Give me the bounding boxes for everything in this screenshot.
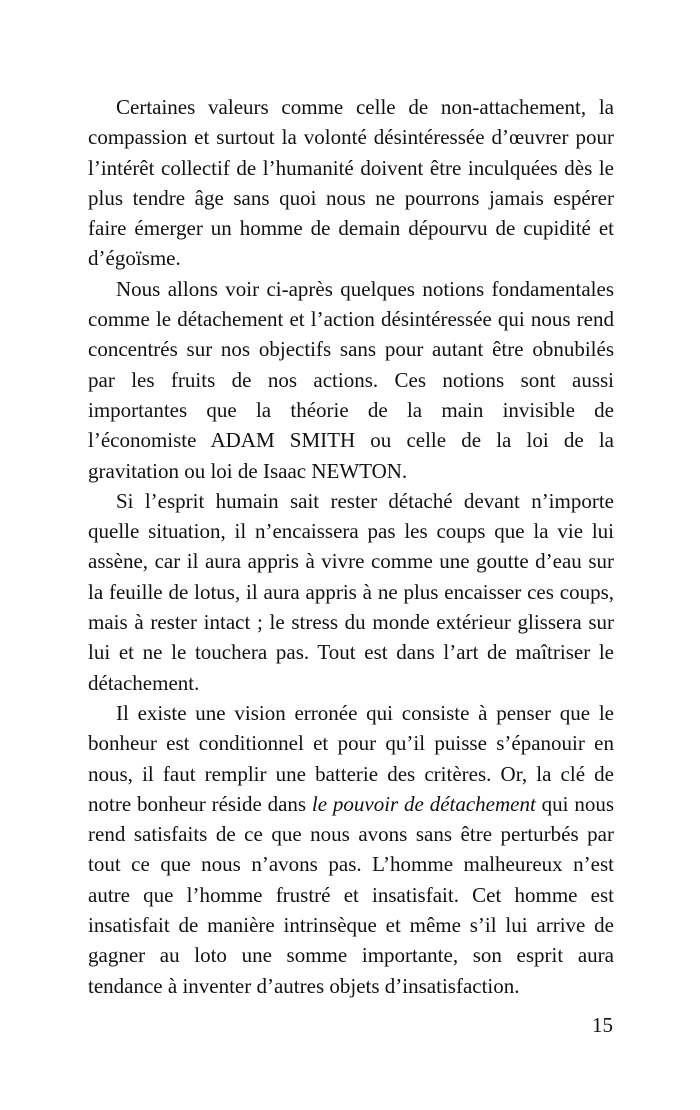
paragraph-4-text-end: qui nous rend satisfaits de ce que nous avons sans être perturbés par tout ce que nous n’avons pas. L’homme malheureux n’est autre que l’homme frustré et insatisfait. Cet homme est insatisfait de manière intrinsèque et même s’il lui arrive de gagner au loto une somme importante, son esprit aura tendance à inventer d’autres objets d’insatisfaction. (88, 791, 614, 998)
paragraph-4 (88, 698, 614, 1001)
page-number: 15 (592, 1013, 613, 1037)
paragraph-1: Certaines valeurs comme celle de non-attachement, la compassion et surtout la volonté désintéressée d’œuvrer pour l’intérêt collectif de l’humanité doivent être inculquées dès le plus tendre âge sans quoi nous ne pourrons jamais espérer faire émerger un homme de demain dépourvu de cupidité et d’égoïsme. (88, 95, 614, 271)
paragraph-3: Si l’esprit humain sait rester détaché devant n’importe quelle situation, il n’encaissera pas les coups que la vie lui assène, car il aura appris à vivre comme une goutte d’eau sur la feuille de lotus, il aura appris à ne plus encaisser ces coups, mais à rester intact ; le stress du monde extérieur glissera sur lui et ne le touchera pas. Tout est dans l’art de maîtriser le détachement. (88, 488, 614, 695)
paragraph-4-italic-phrase: le pouvoir de détachement (311, 791, 536, 816)
paragraph-2: Nous allons voir ci-après quelques notions fondamentales comme le détachement et l’action désintéressée qui nous rend concentrés sur nos objectifs sans pour autant être obnubilés par les fruits de nos actions. Ces notions sont aussi importantes que la théorie de la main invisible de l’économiste ADAM SMITH ou celle de la loi de la gravitation ou loi de Isaac NEWTON. (88, 276, 614, 483)
paragraph-4-text-start: Il existe une vision erronée qui consiste à penser que le bonheur est conditionnel et pour qu’il puisse s’épanouir en nous, il faut remplir une batterie des critères. Or, la clé de notre bonheur réside dans (88, 700, 614, 816)
page-body (88, 92, 614, 1001)
